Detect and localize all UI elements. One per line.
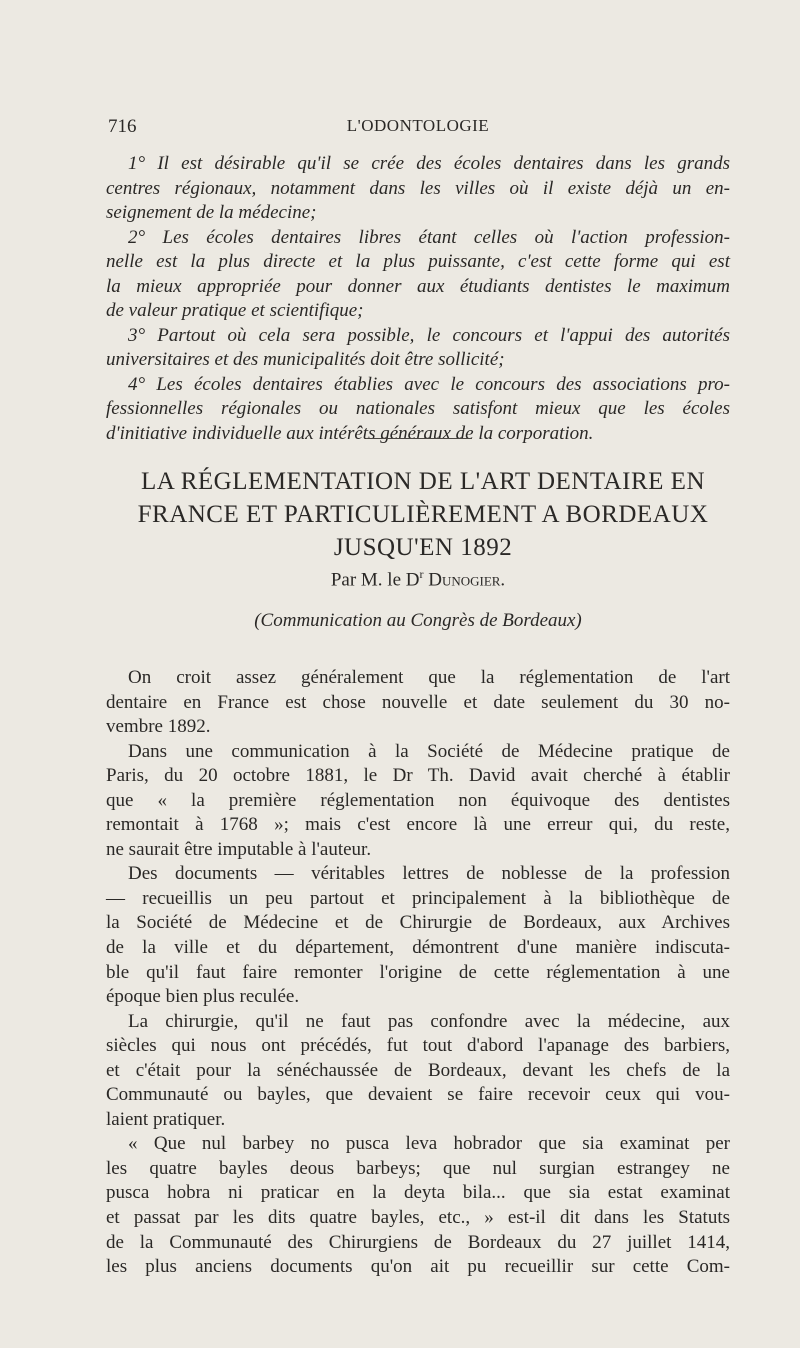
conclusion-line: 3° Partout où cela sera possible, le concours et l'appui des autorités: [128, 324, 730, 346]
conclusion-line: de valeur pratique et scientifique;: [106, 300, 364, 321]
conclusion-line: fessionnelles régionales ou nationales satisfont mieux que les écoles: [106, 398, 730, 419]
body-line: la Société de Médecine et de Chirurgie de Bordeaux, aux Archives: [106, 912, 730, 934]
body-line: vembre 1892.: [106, 716, 211, 738]
author-name: Dunogier.: [428, 569, 506, 591]
page-number: 716: [108, 116, 137, 137]
byline-prefix: Par M. le D: [330, 569, 420, 591]
body-line: « Que nul barbey no pusca leva hobrador que sia examinat per: [128, 1133, 730, 1155]
body-line: siècles qui nous ont précédés, fut tout d'abord l'apanage des barbiers,: [106, 1035, 730, 1057]
body-line: dentaire en France est chose nouvelle et date seulement du 30 no-: [106, 691, 730, 713]
communication-note: (Communication au Congrès de Bordeaux): [254, 610, 582, 631]
byline-sup: r: [419, 567, 424, 581]
body-line: — recueillis un peu partout et principalement à la bibliothèque de: [106, 887, 730, 909]
body-line: Paris, du 20 octobre 1881, le Dr Th. David avait cherché à établir: [106, 765, 730, 787]
body-line: Des documents — véritables lettres de noblesse de la profession: [128, 863, 730, 885]
body-line: les plus anciens documents qu'on ait pu recueillir sur cette Com-: [106, 1256, 730, 1278]
body-line: Dans une communication à la Société de Médecine pratique de: [128, 740, 730, 762]
body-line: que « la première réglementation non équivoque des dentistes: [106, 789, 730, 811]
body-line: laient pratiquer.: [106, 1108, 226, 1130]
page-header: [108, 116, 728, 144]
body-line: pusca hobra ni praticar en la deyta bila... que sia estat examinat: [106, 1182, 730, 1204]
body-line: et passat par les dits quatre bayles, etc., » est-il dit dans les Statuts: [106, 1207, 730, 1229]
conclusion-line: nelle est la plus directe et la plus puissante, c'est cette forme qui est: [106, 251, 730, 272]
article-body: [106, 666, 730, 1280]
body-line: et c'était pour la sénéchaussée de Bordeaux, devant les chefs de la: [106, 1059, 730, 1081]
byline: [106, 567, 730, 591]
body-line: les quatre bayles deous barbeys; que nul surgian estrangey ne: [106, 1157, 730, 1179]
conclusion-line: centres régionaux, notamment dans les villes où il existe déjà un en-: [106, 177, 730, 199]
body-line: La chirurgie, qu'il ne faut pas confondre avec la médecine, aux: [128, 1010, 730, 1032]
body-line: Communauté ou bayles, que devaient se faire recevoir ceux qui vou-: [106, 1084, 730, 1106]
body-line: ble qu'il faut faire remonter l'origine de cette réglementation à une: [106, 961, 730, 983]
section-divider: [366, 438, 472, 439]
article-title-line: JUSQU'EN 1892: [333, 534, 513, 561]
body-line: de la Communauté des Chirurgiens de Bordeaux du 27 juillet 1414,: [106, 1231, 730, 1253]
conclusion-line: 4° Les écoles dentaires établies avec le concours des associations pro-: [128, 373, 730, 395]
body-line: époque bien plus reculée.: [106, 986, 300, 1008]
conclusion-line: universitaires et des municipalités doit être sollicité;: [106, 349, 505, 370]
conclusion-line: seignement de la médecine;: [106, 202, 317, 223]
body-line: de la ville et du département, démontrent d'une manière indiscuta-: [106, 937, 730, 959]
conclusion-line: d'initiative individuelle aux intérêts généraux de la corporation.: [106, 422, 594, 444]
body-line: On croit assez généralement que la réglementation de l'art: [128, 667, 730, 688]
conclusion-line: la mieux appropriée pour donner aux étudiants dentistes le maximum: [106, 275, 730, 297]
body-line: ne saurait être imputable à l'auteur.: [106, 838, 372, 860]
article-title-line: FRANCE ET PARTICULIÈREMENT A BORDEAUX: [137, 501, 709, 528]
conclusion-line: 1° Il est désirable qu'il se crée des écoles dentaires dans les grands: [128, 153, 730, 174]
running-title: L'ODONTOLOGIE: [346, 116, 490, 135]
conclusion-line: 2° Les écoles dentaires libres étant celles où l'action profession-: [128, 226, 730, 248]
conclusions-block: [106, 152, 730, 446]
article-title-line: LA RÉGLEMENTATION DE L'ART DENTAIRE EN: [141, 468, 705, 495]
body-line: remontait à 1768 »; mais c'est encore là une erreur qui, du reste,: [106, 814, 730, 836]
